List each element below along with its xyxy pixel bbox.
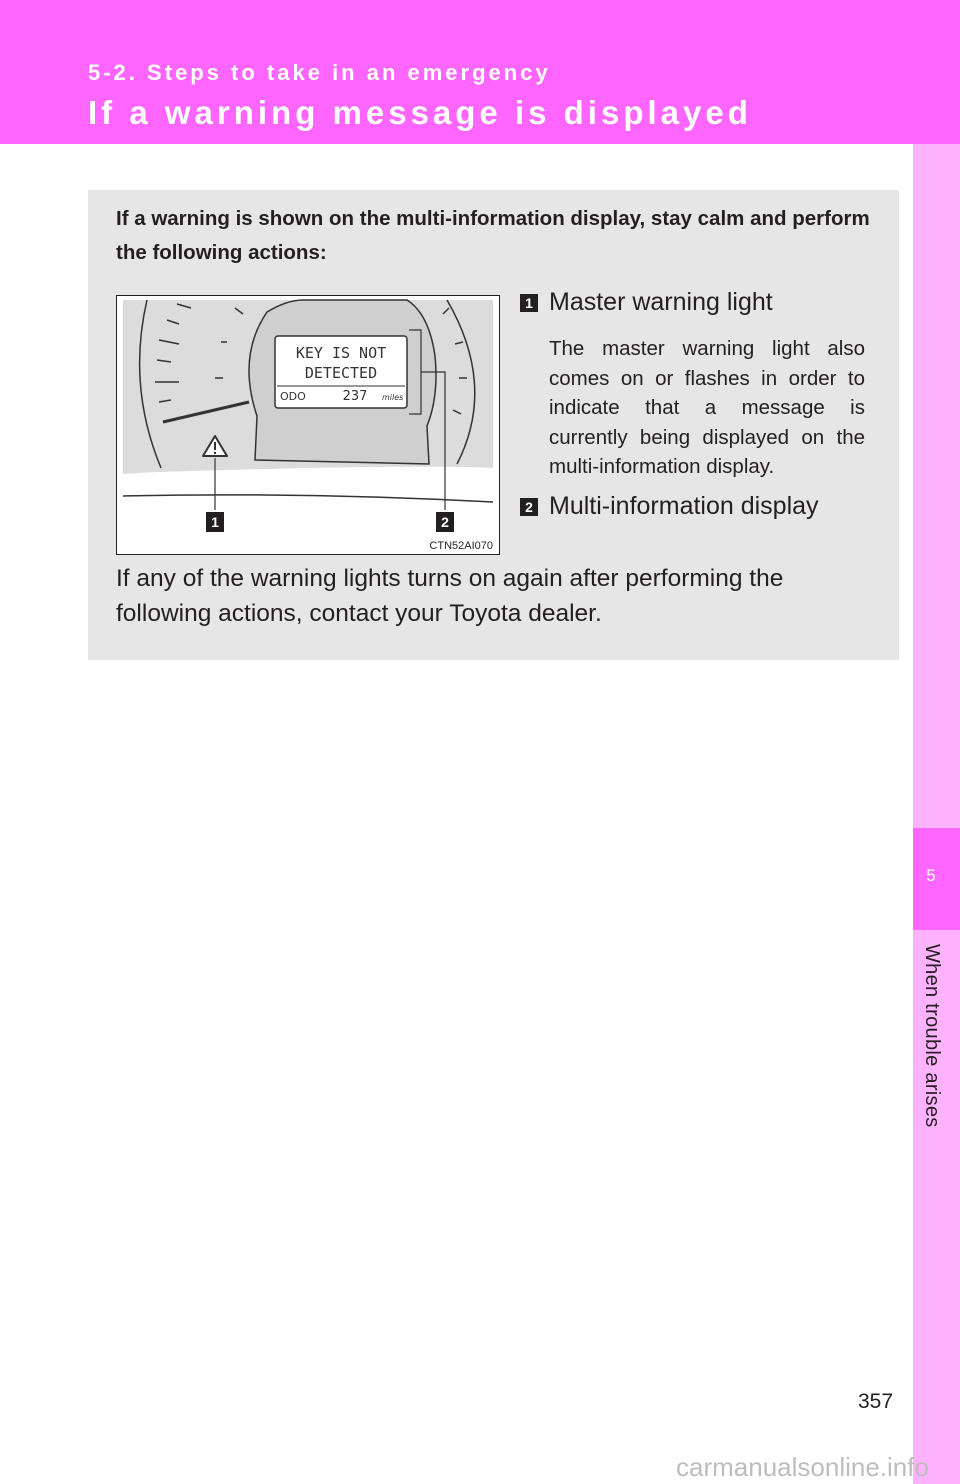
- item-1-heading: [520, 288, 773, 317]
- dashboard-line: [123, 495, 493, 502]
- item-1-title: Master warning light: [549, 288, 773, 316]
- odo-label: ODO: [280, 390, 306, 403]
- closing-text: If any of the warning lights turns on again after performing the following actions, contact your Toyota dealer.: [116, 565, 784, 627]
- instrument-cluster-figure: [116, 295, 500, 555]
- page-number: 357: [858, 1390, 894, 1413]
- display-line-2: DETECTED: [304, 364, 378, 382]
- side-strip: [913, 144, 960, 1484]
- item-1-number-badge: 1: [520, 294, 538, 312]
- display-line-1: KEY IS NOT: [295, 344, 387, 362]
- callout-1-number: 1: [211, 514, 219, 530]
- instrument-cluster-illustration: [117, 296, 499, 554]
- intro-text: If a warning is shown on the multi-information display, stay calm and perform the following actions:: [116, 207, 870, 264]
- callout-2-number: 2: [441, 514, 449, 530]
- chapter-title: When trouble arises: [921, 944, 943, 1128]
- odo-value: 237: [342, 389, 368, 404]
- page-title: If a warning message is displayed: [88, 94, 752, 131]
- watermark: carmanualsonline.info: [676, 1452, 929, 1482]
- page-header: [0, 0, 960, 144]
- item-1-description: The master warning light also comes on or flashes in order to indicate that a message is currently being displayed on the multi-information display.: [549, 337, 865, 478]
- figure-code: CTN52AI070: [429, 540, 493, 552]
- item-2-title: Multi-information display: [549, 492, 819, 520]
- section-label: 5-2. Steps to take in an emergency: [88, 60, 551, 85]
- odo-unit: miles: [382, 393, 404, 402]
- item-2-heading: [520, 492, 819, 521]
- item-2-number-badge: 2: [520, 498, 538, 516]
- chapter-number: 5: [926, 866, 936, 885]
